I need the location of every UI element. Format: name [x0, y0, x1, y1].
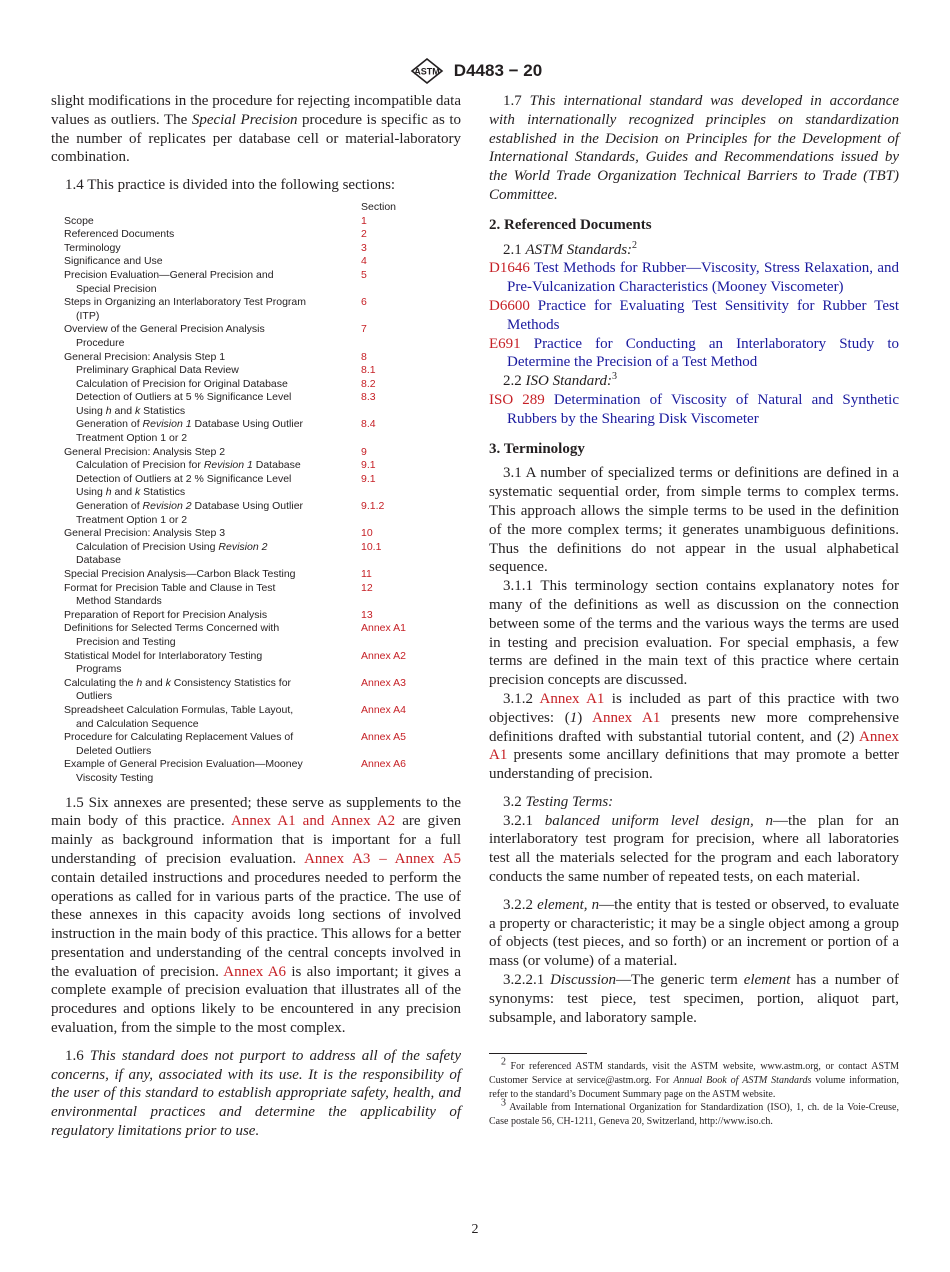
toc-row — [63, 391, 458, 418]
toc-section-link[interactable]: Annex A6 — [361, 758, 406, 771]
toc-title: General Precision: Analysis Step 2 — [64, 445, 226, 458]
toc-title: Format for Precision Table and Clause in Test Method Standards — [64, 581, 276, 608]
toc-row — [63, 351, 458, 365]
toc-section-link[interactable]: 4 — [361, 255, 367, 268]
toc-section-link[interactable]: 8.1 — [361, 364, 376, 377]
toc-section-link[interactable]: 8.3 — [361, 391, 376, 404]
toc-row — [63, 418, 458, 445]
toc-title: Referenced Documents — [64, 228, 175, 241]
annex-a1-link[interactable]: Annex A1 — [592, 709, 661, 726]
page-header — [0, 58, 950, 84]
toc-section-link[interactable]: Annex A4 — [361, 703, 406, 716]
toc-section-link[interactable]: 5 — [361, 268, 367, 281]
astm-logo-icon — [408, 58, 446, 84]
toc-title: Calculation of Precision Using Revision 2 Database — [76, 540, 268, 567]
paragraph-1-5: 1.5 Six annexes are presented; these serve as supplements to the main body of this practice. Annex A1 and Annex A2 are given mainly as background information that is important for a full understanding of precision evaluation. Annex A3 – Annex A5 contain detailed instructions and procedures needed to perform the operations as called for in various parts of the practice. The use of these annexes in this capacity avoids long sections of involved instruction in the main body of this practice. This allows for a better presentation and understanding of the central concepts involved in the evaluation of precision. Annex A6 is also important; it gives a complete example of precision evaluation that illustrates all of the procedures and options likely to be encountered in any precision evaluation, from the simple to the most complex. — [51, 794, 462, 1037]
paragraph-1-4: 1.4 This practice is divided into the following sections: — [65, 177, 396, 194]
toc-title: Terminology — [64, 241, 121, 254]
toc-row — [63, 215, 458, 229]
toc-title: Example of General Precision Evaluation—Mooney Viscosity Testing — [64, 758, 303, 784]
toc-row — [63, 364, 458, 378]
toc-title: Preliminary Graphical Data Review — [76, 364, 239, 377]
toc-section-link[interactable]: Annex A1 — [361, 622, 406, 635]
page-number: 2 — [471, 1222, 479, 1237]
paragraph-3-2-1: 3.2.1 balanced uniform level design, n—the plan for an interlaboratory test program for precision, where all laboratories test all the materials selected for the program and each laboratory conducts the same number of repeated tests, on each material. — [489, 812, 899, 886]
toc-row — [63, 500, 458, 527]
reference-title-link[interactable]: Determination of Viscosity of Natural and Synthetic Rubbers by the Shearing Disk Viscometer — [507, 391, 900, 427]
reference-code-link[interactable]: D1646 — [489, 260, 530, 277]
annex-a3-a5-link[interactable]: Annex A3 – Annex A5 — [304, 850, 461, 867]
footnote-divider — [489, 1053, 587, 1054]
toc-title: Spreadsheet Calculation Formulas, Table Layout, and Calculation Sequence — [64, 703, 294, 730]
toc-header: Section — [361, 200, 397, 213]
toc-row — [63, 541, 458, 568]
intro-paragraph: slight modifications in the procedure for rejecting incompatible data values as outliers. The Special Precision procedure is specific as to the number of replicates per database cell or material-laboratory combination. — [51, 93, 461, 166]
toc-section-link[interactable]: 10 — [361, 527, 373, 540]
toc-row — [63, 677, 458, 704]
toc-section-link[interactable]: Annex A5 — [361, 731, 406, 744]
reference-title-link[interactable]: Practice for Conducting an Interlaboratory Study to Determine the Precision of a Test Method — [507, 335, 899, 371]
toc-title: Precision Evaluation—General Precision and Special Precision — [64, 268, 274, 295]
footnote-3: $^3$ Available from International Organization for Standardization (ISO), 1, ch. de la Voie-Creuse, Case postale 56, CH-1211, Geneva 20, Switzerland, http://www.iso.ch. — [489, 1097, 899, 1127]
toc-section-link[interactable]: 7 — [361, 323, 367, 336]
reference-code-link[interactable]: E691 — [489, 335, 521, 352]
annex-a1-a2-link[interactable]: Annex A1 and Annex A2 — [231, 813, 396, 830]
paragraph-3-1-1: 3.1.1 This terminology section contains explanatory notes for many of the definitions as well as discussion on the connection between some of the terms and the various ways the terms are used in testing and precision evaluation. For special emphasis, a few terms are defined in the main text of this practice where certain precision concepts are discussed. — [489, 578, 899, 689]
reference-title-link[interactable]: Test Methods for Rubber—Viscosity, Stress Relaxation, and Pre-Vulcanization Characteristics (Mooney Viscometer) — [507, 260, 899, 296]
toc-title: Statistical Model for Interlaboratory Testing Programs — [64, 649, 263, 676]
toc-row — [63, 568, 458, 582]
toc-row — [63, 459, 458, 473]
section-2-heading: 2. Referenced Documents — [489, 216, 652, 233]
toc-section-link[interactable]: 3 — [361, 241, 367, 254]
toc-title: Generation of Revision 1 Database Using Outlier Treatment Option 1 or 2 — [76, 418, 304, 445]
toc-section-link[interactable]: 1 — [361, 214, 367, 227]
toc-section-link[interactable]: 12 — [361, 581, 373, 594]
toc-title: General Precision: Analysis Step 1 — [64, 350, 226, 363]
toc-title: Calculation of Precision for Original Database — [76, 377, 288, 390]
paragraph-2-2: 2.2 ISO Standard:$^3$ — [503, 371, 618, 390]
paragraph-3-1: 3.1 A number of specialized terms or definitions are defined in a systematic sequential order, from simple terms to complex terms. This approach allows the simple terms to be used in the definition of the more complex terms; it generates unambiguous definitions. Thus the definitions do not appear in the usual alphabetical sequence. — [489, 465, 899, 576]
toc-section-link[interactable]: 9.1 — [361, 472, 376, 485]
toc-title: Steps in Organizing an Interlaboratory Test Program (ITP) — [64, 296, 307, 322]
paragraph-3-2: 3.2 Testing Terms: — [503, 793, 614, 810]
toc-section-link[interactable]: Annex A2 — [361, 649, 406, 662]
reference-code-link[interactable]: D6600 — [489, 297, 530, 314]
toc-section-link[interactable]: 13 — [361, 608, 373, 621]
toc-title: Significance and Use — [64, 255, 163, 268]
toc-row — [63, 296, 458, 323]
toc-row — [63, 323, 458, 350]
toc-row — [63, 527, 458, 541]
toc-row — [63, 650, 458, 677]
toc-row — [63, 704, 458, 731]
toc-section-link[interactable]: 8.2 — [361, 377, 376, 390]
toc-row — [63, 242, 458, 256]
toc-section-link[interactable]: 9 — [361, 445, 367, 458]
toc-title: Scope — [64, 214, 94, 227]
astm-references-list — [489, 259, 899, 372]
toc-row — [63, 582, 458, 609]
toc-row — [63, 609, 458, 623]
toc-row — [63, 446, 458, 460]
toc-title: Detection of Outliers at 2 % Significance Level Using h and k Statistics — [76, 472, 292, 499]
svg-text:ASTM: ASTM — [414, 66, 440, 77]
annex-a1-link[interactable]: Annex A1 — [489, 728, 899, 764]
reference-title-link[interactable]: Practice for Evaluating Test Sensitivity for Rubber Test Methods — [507, 297, 899, 333]
toc-title: Calculating the h and k Consistency Statistics for Outliers — [64, 676, 292, 703]
toc-section-link[interactable]: 9.1 — [361, 459, 376, 472]
annex-a1-link[interactable]: Annex A1 — [539, 690, 605, 707]
toc-title: Special Precision Analysis—Carbon Black Testing — [64, 568, 296, 581]
toc-title: Overview of the General Precision Analysis Procedure — [64, 323, 265, 349]
sections-table — [63, 201, 458, 786]
toc-section-link[interactable]: 11 — [361, 568, 372, 581]
paragraph-1-7: 1.7 This international standard was developed in accordance with internationally recognized principles on standardization established in the Decision on Principles for the Development of International Standards, Guides and Recommendations issued by the World Trade Organization Technical Barriers to Trade (TBT) Committee. — [489, 93, 900, 203]
toc-section-link[interactable]: 6 — [361, 296, 367, 309]
toc-section-link[interactable]: 9.1.2 — [361, 500, 385, 513]
reference-code-link[interactable]: ISO 289 — [489, 391, 545, 408]
toc-section-link[interactable]: 2 — [361, 228, 367, 241]
paragraph-3-1-2: 3.1.2 Annex A1 is included as part of this practice with two objectives: (1) Annex A1 presents new more comprehensive definitions drafted with substantial tutorial content, and (2) Annex A1 presents some ancillary definitions that may promote a better understanding of precision. — [489, 690, 900, 783]
paragraph-1-6: 1.6 This standard does not purport to address all of the safety concerns, if any, associated with its use. It is the responsibility of the user of this standard to establish appropriate safety, health, and environmental practices and determine the applicability of regulatory limitations prior to use. — [51, 1047, 462, 1140]
paragraph-3-2-2: 3.2.2 element, n—the entity that is tested or observed, to evaluate a property or characteristic; it may be a single object among a group of objects (test pieces, and so forth) or an increment or portion of a mass (or volume) of a material. — [489, 896, 900, 970]
toc-title: General Precision: Analysis Step 3 — [64, 527, 226, 540]
reference-item — [489, 391, 899, 429]
toc-row — [63, 255, 458, 269]
toc-title: Calculation of Precision for Revision 1 Database — [76, 459, 301, 472]
toc-title: Definitions for Selected Terms Concerned with Precision and Testing — [64, 622, 280, 648]
toc-row — [63, 731, 458, 758]
toc-section-link[interactable]: 8 — [361, 350, 367, 363]
footnote-2: $^2$ For referenced ASTM standards, visit the ASTM website, www.astm.org, or contact ASTM Customer Service at service@astm.org. For Annual Book of ASTM Standards volume information, refer to the standard’s Document Summary page on the ASTM website. — [489, 1057, 899, 1100]
iso-references-list — [489, 391, 899, 429]
paragraph-2-1: 2.1 ASTM Standards:$^2$ — [503, 239, 638, 258]
toc-row — [63, 473, 458, 500]
paragraph-3-2-2-1: 3.2.2.1 Discussion—The generic term element has a number of synonyms: test piece, test specimen, portion, aliquot part, subsample, and laboratory sample. — [489, 972, 899, 1026]
reference-item — [489, 335, 899, 373]
section-3-heading: 3. Terminology — [489, 440, 585, 457]
reference-item — [489, 259, 899, 297]
toc-section-link[interactable]: Annex A3 — [361, 676, 406, 689]
toc-row — [63, 269, 458, 296]
toc-section-link[interactable]: 10.1 — [361, 540, 382, 553]
toc-row — [63, 228, 458, 242]
toc-row — [63, 622, 458, 649]
toc-title: Preparation of Report for Precision Analysis — [64, 608, 268, 621]
standard-designation: D4483 − 20 — [453, 61, 543, 80]
toc-row — [63, 378, 458, 392]
toc-title: Detection of Outliers at 5 % Significance Level Using h and k Statistics — [76, 391, 292, 417]
reference-item — [489, 297, 899, 335]
toc-row — [63, 758, 458, 785]
right-column — [489, 92, 899, 1128]
annex-a6-link[interactable]: Annex A6 — [223, 963, 287, 980]
left-column — [51, 92, 461, 1141]
toc-title: Procedure for Calculating Replacement Values of Deleted Outliers — [64, 731, 294, 757]
toc-title: Generation of Revision 2 Database Using Outlier Treatment Option 1 or 2 — [76, 500, 304, 526]
toc-section-link[interactable]: 8.4 — [361, 418, 376, 431]
